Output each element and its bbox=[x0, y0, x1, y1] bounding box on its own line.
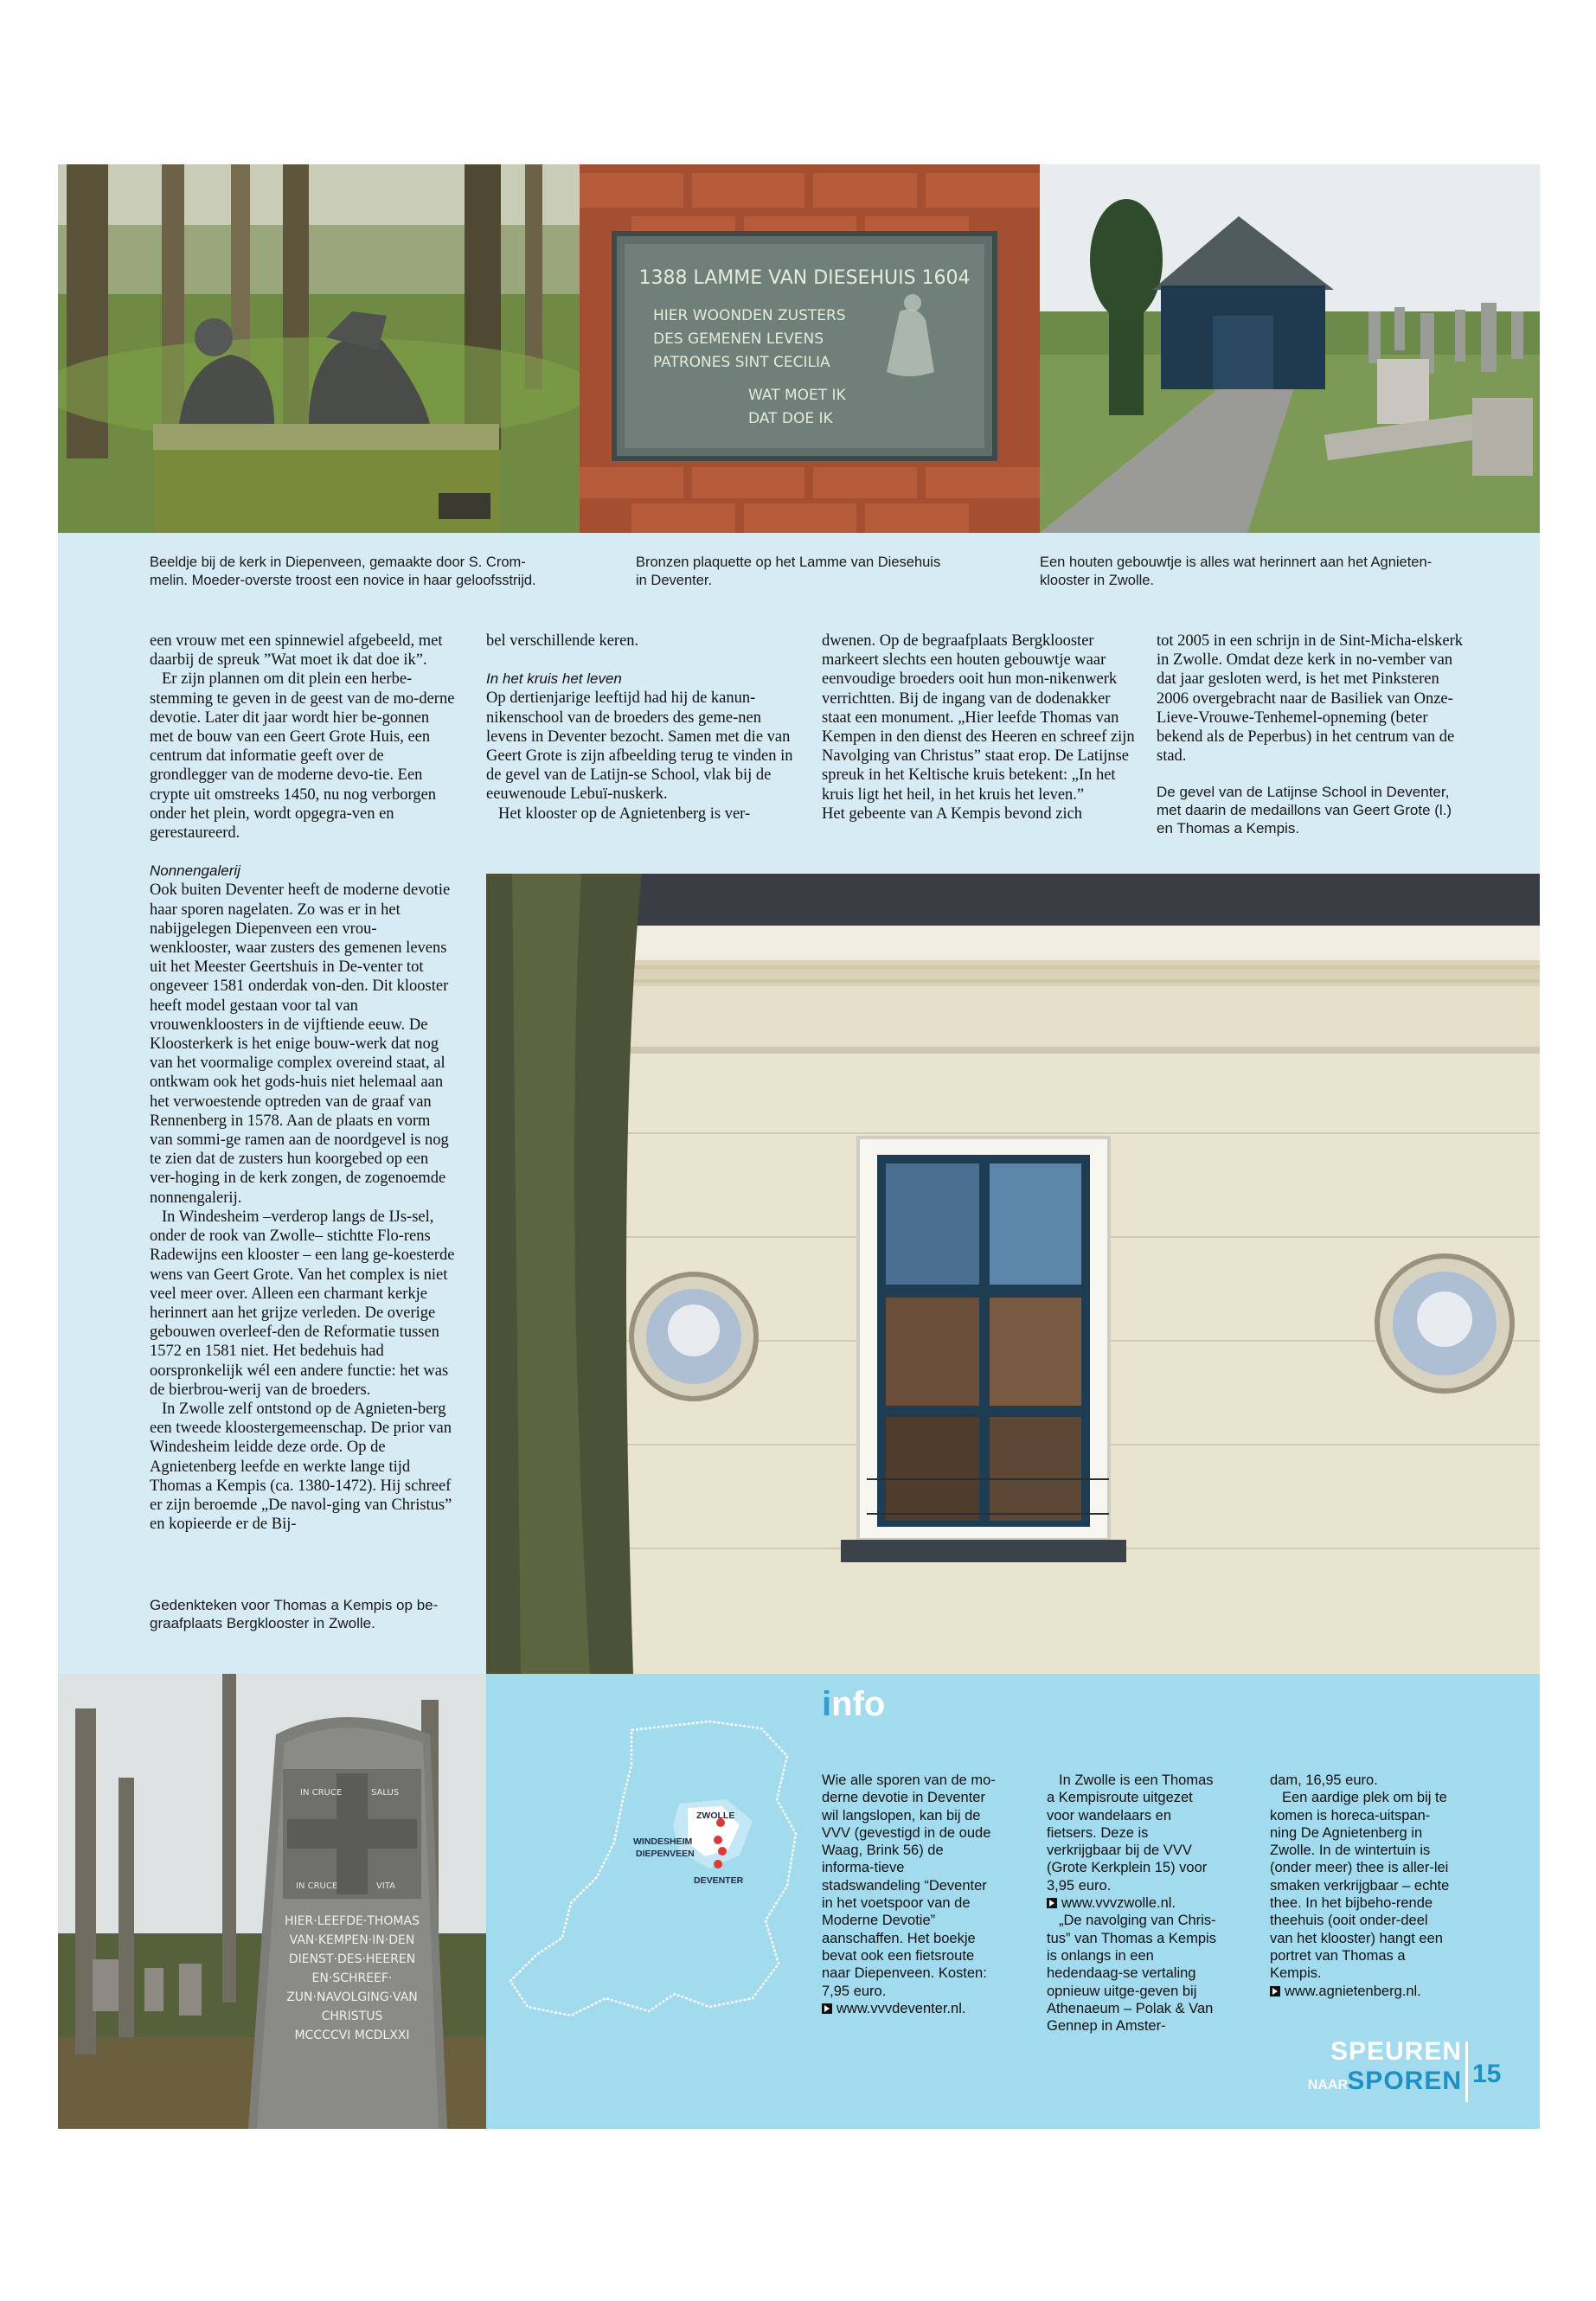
monument-line: HIER·LEEFDE·THOMAS bbox=[285, 1914, 420, 1928]
info-paragraph: In Zwolle is een Thomas a Kempisroute uitgezet voor wandelaars en fietsers. Deze is verkrijgbaar bij de VVV (Grote Kerkplein 15) voor 3,95 euro. bbox=[1047, 1772, 1214, 1894]
article-paragraph: In Zwolle zelf ontstond op de Agnieten-berg een tweede kloostergemeenschap. De prior van Windesheim leidde deze orde. Op de Agnietenberg leefde en werkte lange tijd Thomas a Kempis (ca. 1380-1472). Hij schreef er zijn beroemde „De navol-ging van Christus” en kopieerde er de Bij- bbox=[150, 1400, 452, 1534]
map-label-windesheim: WINDESHEIM bbox=[633, 1836, 693, 1847]
brand-line-2: SPOREN bbox=[1347, 2067, 1462, 2095]
monument-line: VAN·KEMPEN·IN·DEN bbox=[289, 1933, 415, 1947]
info-web-link-text[interactable]: www.vvvzwolle.nl. bbox=[1061, 1895, 1176, 1912]
brand-line-1: SPEUREN bbox=[1330, 2037, 1462, 2066]
article-column-4 bbox=[1157, 631, 1470, 837]
info-web-link[interactable] bbox=[822, 2000, 999, 2017]
plaque-line-5: WAT MOET IK bbox=[748, 387, 846, 404]
info-heading bbox=[822, 1685, 885, 1723]
monument-line: EN·SCHREEF· bbox=[311, 1971, 393, 1985]
statue-photo bbox=[58, 164, 580, 533]
article-column-3 bbox=[822, 631, 1135, 824]
map-label-diepenveen: DIEPENVEEN bbox=[636, 1849, 695, 1859]
plaque-line-4: PATRONES SINT CECILIA bbox=[653, 354, 830, 371]
info-paragraph: dam, 16,95 euro. bbox=[1270, 1772, 1378, 1788]
netherlands-outline bbox=[510, 1721, 796, 2016]
info-web-link[interactable] bbox=[1270, 1983, 1452, 2000]
plaque-line-2: HIER WOONDEN ZUSTERS bbox=[653, 307, 846, 324]
info-column-3 bbox=[1270, 1772, 1452, 2000]
info-web-link-text[interactable]: www.agnietenberg.nl. bbox=[1285, 1983, 1421, 1999]
article-column-2 bbox=[486, 631, 798, 824]
monument-line: CHRISTUS bbox=[321, 2009, 383, 2023]
plaque-caption: Bronzen plaquette op het Lamme van Diesehuis in Deventer. bbox=[636, 554, 941, 588]
monument-cross-label: SALUS bbox=[371, 1788, 400, 1798]
netherlands-map bbox=[502, 1704, 822, 2033]
brand-naar: NAAR bbox=[1307, 2078, 1348, 2093]
article-paragraph: Op dertienjarige leeftijd had hij de kanun-nikenschool van de broeders des geme-nen levens in Deventer bezocht. Samen met die van Geert Grote is zijn afbeelding terug te vinden in de gevel van de Latijn-se School, vlak bij de eeuwenoude Lebuï-nuskerk. bbox=[486, 689, 793, 804]
statue-caption: Beeldje bij de kerk in Diepenveen, gemaakte door S. Crom- melin. Moeder-overste troost een novice in haar geloofsstrijd. bbox=[150, 554, 536, 588]
article-paragraph: dwenen. Op de begraafplaats Bergklooster markeert slechts een houten gebouwtje waar eenvoudige broeders ooit hun mon-nikenwerk verrichtten. Bij de ingang van de dodenakker staat een monument. „Hier leefde Thomas van Kempen in den dienst des Heeren en schreef zijn Navolging van Christus” staat erop. De Latijnse spreuk in het Keltische kruis betekent: „In het kruis ligt het heil, in het kruis het leven.” bbox=[822, 632, 1135, 804]
school-photo-caption: De gevel van de Latijnse School in Deventer, met daarin de medaillons van Geert Grote (l.) en Thomas a Kempis. bbox=[1157, 784, 1452, 837]
info-web-link[interactable] bbox=[1047, 1894, 1224, 1912]
article-paragraph: In Windesheim –verderop langs de IJs-sel, onder de rook van Zwolle– stichtte Flo-rens Radewijns een klooster – een lang ge-koesterde wens van Geert Grote. Van het complex is niet veel meer over. Alleen een charmant kerkje herinnert aan het grijze verleden. De overige gebouwen overleef-den de Reformatie tussen 1572 en 1581 niet. Het bedehuis had oorspronkelijk wél een andere functie: het was de bierbrou-werij van de broeders. bbox=[150, 1208, 455, 1399]
building-caption: Een houten gebouwtje is alles wat herinnert aan het Agnieten- klooster in Zwolle. bbox=[1040, 554, 1433, 588]
latin-school-photo bbox=[486, 874, 1540, 1674]
web-link-arrow-icon bbox=[1270, 1986, 1280, 1997]
monument-caption: Gedenkteken voor Thomas a Kempis op be-graafplaats Bergklooster in Zwolle. bbox=[150, 1597, 439, 1631]
plaque-line-6: DAT DOE IK bbox=[748, 410, 833, 427]
diepenveen-dot bbox=[718, 1847, 727, 1856]
series-brand bbox=[1280, 2038, 1462, 2107]
article-paragraph: Ook buiten Deventer heeft de moderne devotie haar sporen nagelaten. Zo was er in het nabijgelegen Diepenveen een vrou-wenklooster, waar zusters des gemenen levens uit het Meester Geertshuis in De-venter tot ongeveer 1581 onderdak von-den. Dit klooster heeft model gestaan voor tal van vrouwenkloosters in de vijftiende eeuw. De Kloosterkerk is het enige bouw-werk dat nog van het voormalige complex overeind staat, al ontkwam ook het gods-huis niet helemaal aan het verwoestende optreden van de graaf van Rennenberg in 1578. Aan de plaats en vorm van sommi-ge ramen aan de noordgevel is nog te zien dat de zusters hun koorgebed op een ver-hoging in de kerk zongen, de zogenoemde nonnengalerij. bbox=[150, 881, 451, 1207]
monument-photo bbox=[58, 1674, 486, 2129]
monument-cross-label: IN CRUCE bbox=[300, 1788, 343, 1798]
info-web-link-text[interactable]: www.vvvdeventer.nl. bbox=[836, 2000, 966, 2016]
plaque-line-3: DES GEMENEN LEVENS bbox=[653, 330, 824, 348]
plaque-line-1: 1388 LAMME VAN DIESEHUIS 1604 bbox=[638, 267, 971, 289]
plaque-photo bbox=[580, 164, 1040, 533]
info-paragraph: „De navolging van Chris-tus” van Thomas a Kempis is onlangs in een hedendaag-se vertaling opnieuw uitge-geven bij Athenaeum – Polak & Van Gennep in Amster- bbox=[1047, 1913, 1216, 2035]
monument-line: DIENST·DES·HEEREN bbox=[288, 1952, 416, 1966]
info-column-1 bbox=[822, 1772, 999, 2017]
map-label-deventer: DEVENTER bbox=[694, 1875, 744, 1886]
article-paragraph: Het klooster op de Agnietenberg is ver- bbox=[498, 804, 751, 823]
article-column-1 bbox=[150, 631, 457, 1534]
page-number: 15 bbox=[1472, 2060, 1502, 2088]
web-link-arrow-icon bbox=[1047, 1898, 1057, 1908]
map-label-zwolle: ZWOLLE bbox=[696, 1811, 735, 1821]
windesheim-dot bbox=[714, 1836, 722, 1844]
article-paragraph: Het gebeente van A Kempis bevond zich bbox=[822, 804, 1083, 823]
web-link-arrow-icon bbox=[822, 2003, 832, 2014]
monument-cross-label: VITA bbox=[376, 1881, 395, 1891]
monument-line: MCCCCVI MCDLXXI bbox=[294, 2029, 410, 2042]
section-subheading: Nonnengalerij bbox=[150, 862, 240, 880]
info-heading-rest: nfo bbox=[831, 1685, 886, 1723]
info-column-2 bbox=[1047, 1772, 1224, 2035]
article-paragraph: tot 2005 in een schrijn in de Sint-Micha-elskerk in Zwolle. Omdat deze kerk in no-vember van dat jaar gesloten werd, is het met Pinksteren 2006 overgebracht naar de Basiliek van Onze-Lieve-Vrouwe-Tenhemel-opneming (beter bekend als de Peperbus) in het centrum van de stad. bbox=[1157, 632, 1463, 766]
monument-cross-label: IN CRUCE bbox=[296, 1881, 338, 1891]
info-paragraph: Wie alle sporen van de mo-derne devotie in Deventer wil langslopen, kan bij de VVV (gevestigd in de oude Waag, Brink 56) de informa-tieve stadswandeling “Deventer in het voetspoor van de Moderne Devotie” aanschaffen. Het boekje bevat ook een fietsroute naar Diepenveen. Kosten: 7,95 euro. bbox=[822, 1772, 996, 1999]
monument-line: ZUN·NAVOLGING·VAN bbox=[286, 1990, 418, 2004]
article-paragraph: een vrouw met een spinnewiel afgebeeld, met daarbij de spreuk ”Wat moet ik dat doe ik”. bbox=[150, 632, 443, 670]
info-heading-i: i bbox=[822, 1685, 832, 1723]
brand-divider bbox=[1465, 2041, 1468, 2102]
deventer-dot bbox=[714, 1860, 722, 1868]
building-photo bbox=[1040, 164, 1540, 533]
article-paragraph: bel verschillende keren. bbox=[486, 632, 639, 650]
article-paragraph: Er zijn plannen om dit plein een herbe-stemming te geven in de geest van de mo-derne devotie. Later dit jaar wordt hier be-gonnen met de bouw van een Geert Grote Huis, een centrum dat informatie geeft over de grondlegger van de moderne devo-tie. Een crypte uit omstreeks 1450, nu nog verborgen onder het plein, wordt opgegra-ven en gerestaureerd. bbox=[150, 670, 455, 843]
section-subheading: In het kruis het leven bbox=[486, 670, 622, 688]
info-paragraph: Een aardige plek om bij te komen is horeca-uitspan-ning De Agnietenberg in Zwolle. In de wintertuin is (onder meer) thee is aller-lei smaken verkrijgbaar – echte thee. In het bijbeho-rende theehuis (ooit onder-deel van het klooster) hangt een portret van Thomas a Kempis. bbox=[1270, 1790, 1450, 1982]
